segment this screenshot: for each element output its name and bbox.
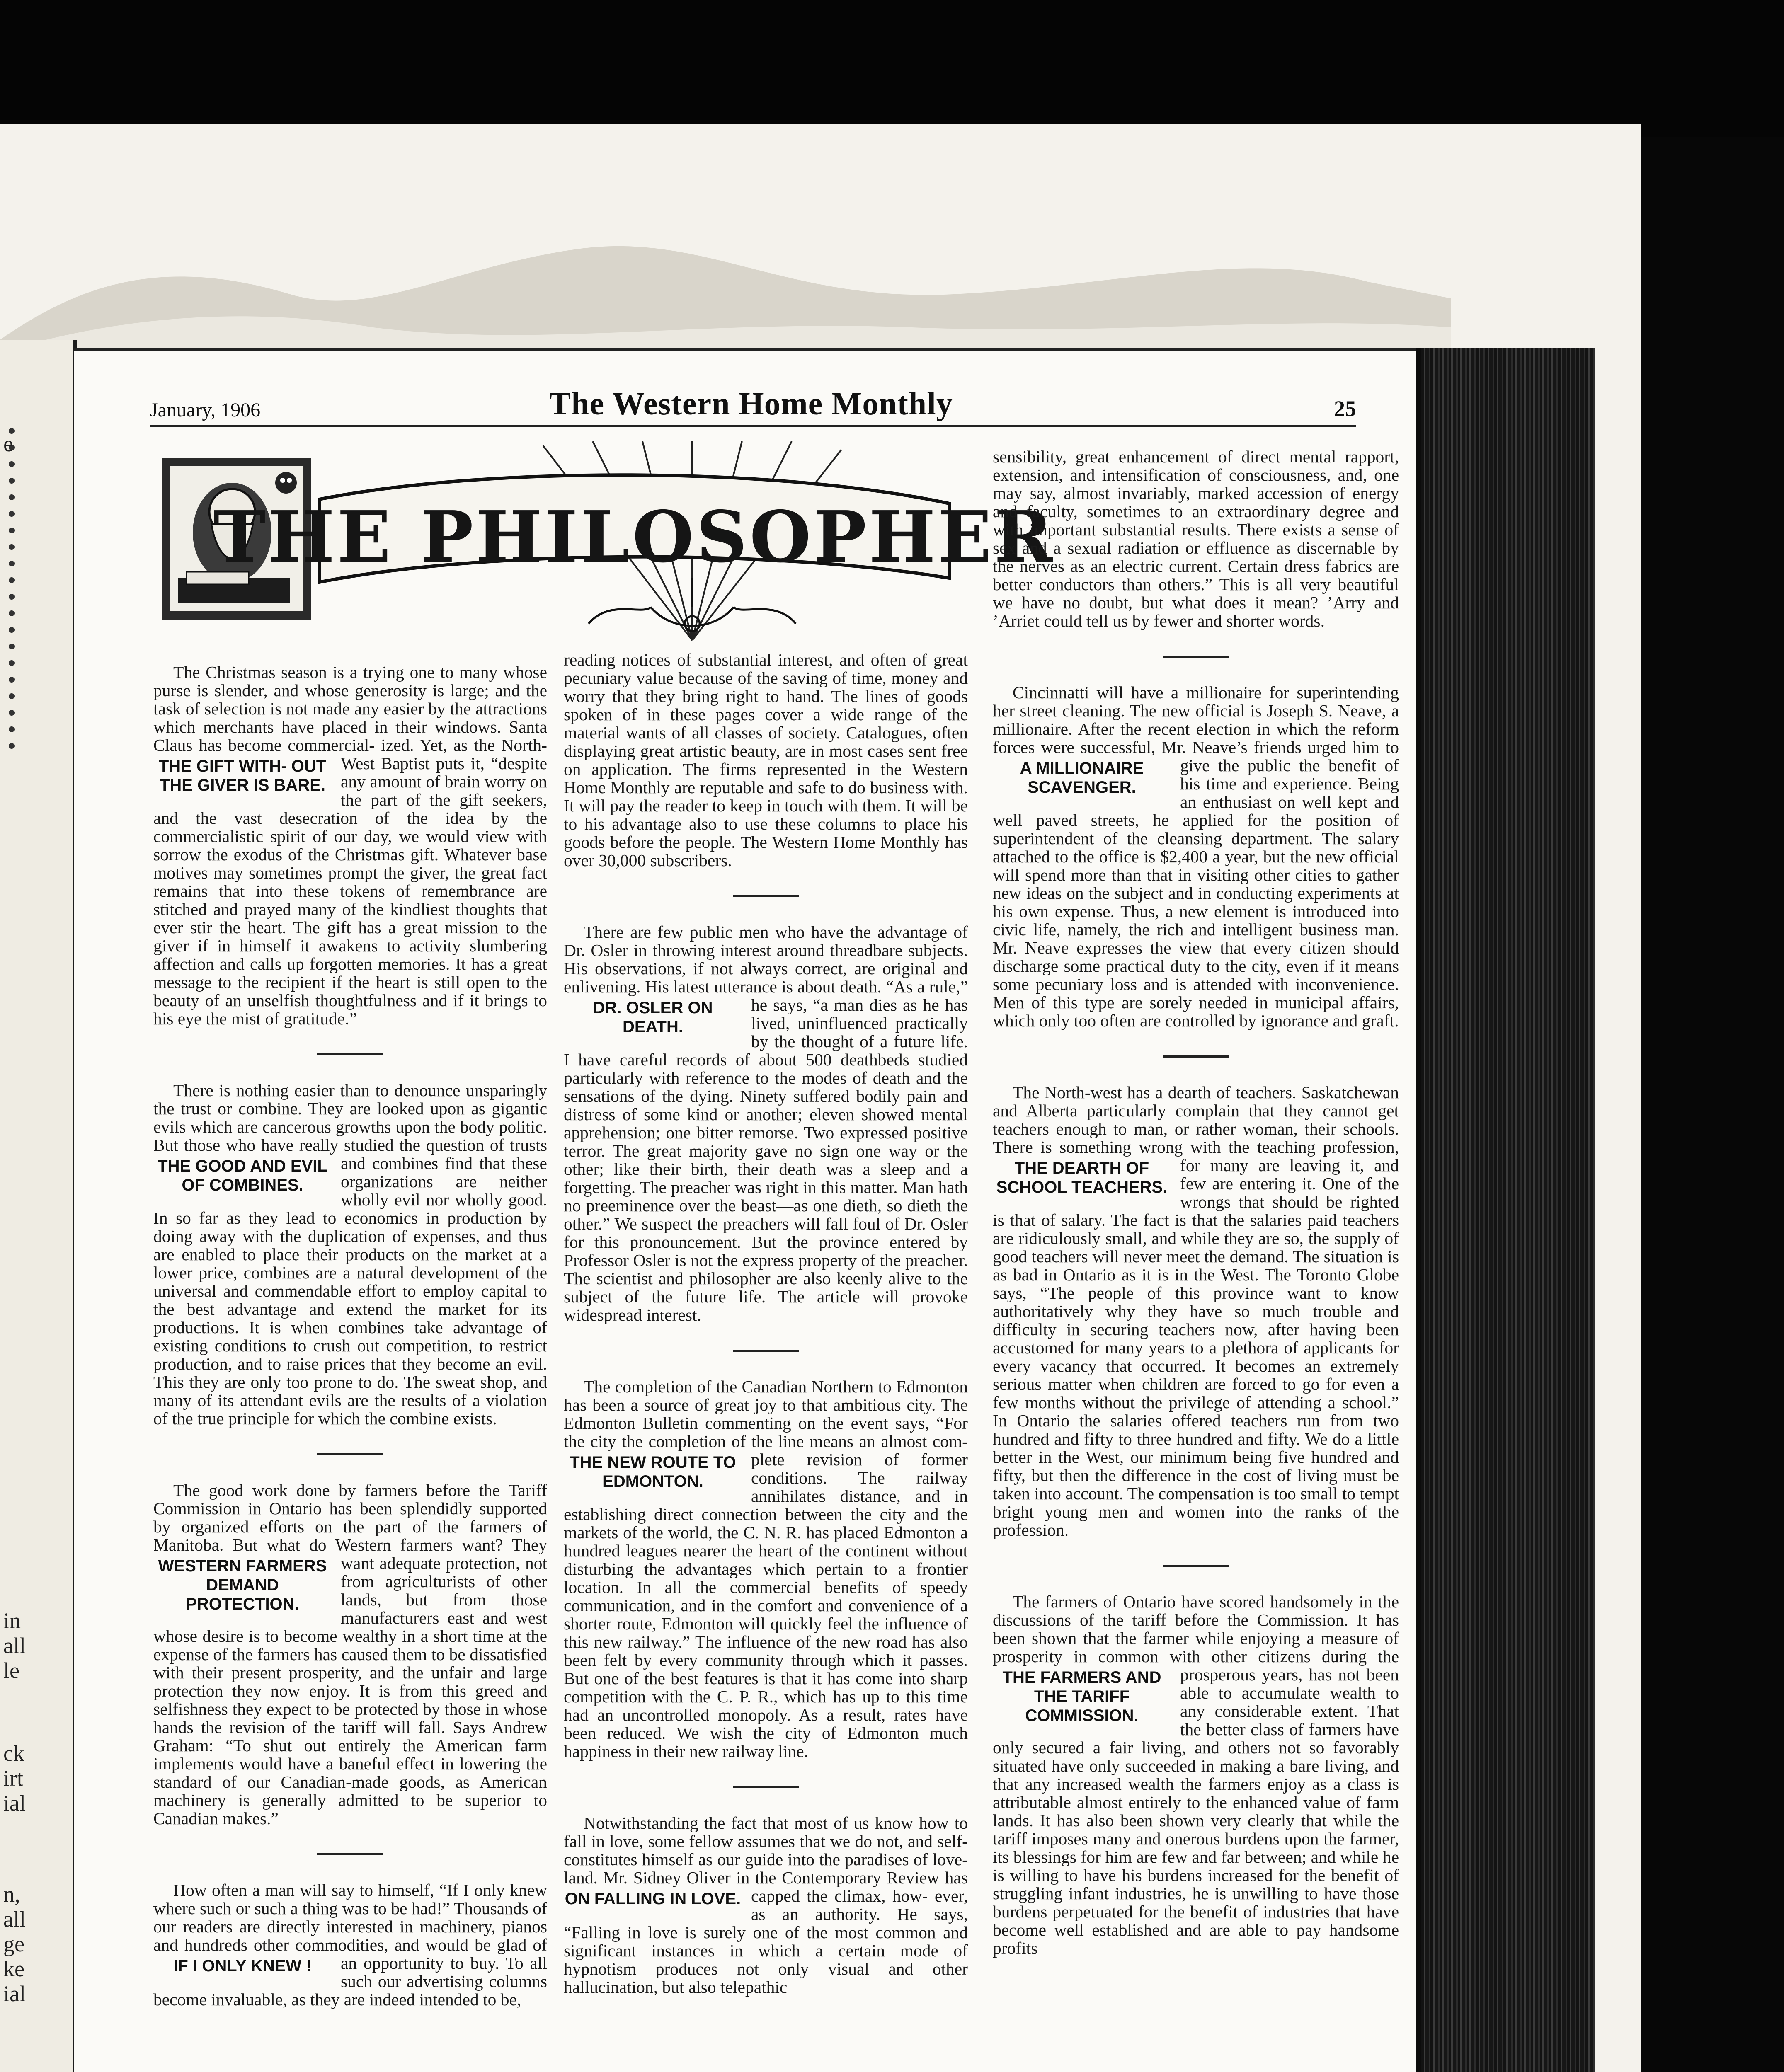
- article-text: The Christmas season is a trying one to many whose purse is slender, and whose generosity is large; and the task of selection is not made any easier by the attractions which merchants have placed in their windows. Santa Claus has become commercial-: [153, 663, 547, 755]
- left-fragment: all: [3, 1633, 26, 1658]
- article-heading: THE FARMERS AND THE TARIFF COMMISSION.: [1002, 1668, 1161, 1725]
- issue-date: January, 1906: [150, 399, 261, 421]
- article-text: it, and few are entering it. One of the wrongs that should be righted is that of salary. The fact is that the salaries paid teachers are ridiculously small, and while they are so, the supply of good teachers will never meet the demand. The situation is as bad in Ontario as it is in the West. The Toronto Globe says, “The people of this province want to know authoritatively why they have so much trouble and difficulty in securing teachers now, after having been accustomed for many years to a plethora of applicants for every vacancy that occurred. It becomes an extremely serious matter when children are forced to go for even a few months without the privilege of attending a school.” In Ontario the salaries offered teachers run from two hundred and fifty to three hundred and fifty. We do a little better in the West, our minimum being five hundred and fifty, but then the difference in the cost of living must be taken into account. The compensation is too small to tempt bright young men and women into the ranks of the profession.: [993, 1156, 1399, 1539]
- section-divider: [1163, 1565, 1229, 1567]
- article-heading: THE DEARTH OF SCHOOL TEACHERS.: [996, 1159, 1168, 1196]
- page-header: [150, 385, 1356, 427]
- column-2: [564, 651, 968, 1996]
- article-body: [153, 1081, 547, 1428]
- article: [564, 1377, 968, 1760]
- article-heading: ON FALLING IN LOVE.: [565, 1890, 741, 1908]
- left-fragment: irt: [3, 1766, 23, 1791]
- article-body: [564, 1814, 968, 1996]
- left-fragment: in: [3, 1608, 21, 1633]
- column-1: [153, 663, 547, 2009]
- article-text: The farmers of Ontario have scored handsomely in the discussions of the tariff before the Commission. It has been shown that the farmer while enjoying a measure of prosperity in common with other citizens during the prosperous years, has not: [993, 1592, 1399, 1684]
- section-divider: [317, 1453, 383, 1455]
- article-heading: WESTERN FARMERS DEMAND PROTECTION.: [158, 1557, 327, 1613]
- left-fragment: ge: [3, 1932, 24, 1956]
- page-number: 25: [1334, 396, 1356, 421]
- masthead: The Western Home Monthly: [549, 385, 953, 421]
- article: [564, 1814, 968, 1996]
- column-3: [993, 448, 1399, 1957]
- left-fragment: ial: [3, 1791, 26, 1815]
- article-body: [993, 448, 1399, 630]
- article: [153, 1881, 547, 2009]
- banner-illustration: [153, 441, 1055, 644]
- article-text: Cincinnatti will have a millionaire for superintending her street cleaning. The new official is Joseph S. Neave, a millionaire. After the recent election in which the reform forces were successful, Mr. Neave’s friends urged him to give the public the: [993, 683, 1399, 775]
- article-body: [564, 1377, 968, 1760]
- article-heading: DR. OSLER ON DEATH.: [593, 999, 713, 1036]
- article-text: There is nothing easier than to denounce unsparingly the trust or combine. They are looked upon as gigantic evils which are cancerous growths upon the body politic. But those who have really studied the question of trusts and combines find that: [153, 1081, 547, 1173]
- left-fragment: n,: [3, 1882, 20, 1907]
- philosopher-banner: [153, 441, 1055, 644]
- article-body: [993, 683, 1399, 1030]
- section-divider: [733, 1786, 799, 1788]
- article-text: The good work done by farmers before the Tariff Commission in Ontario has been splendidly supported by organized efforts on the part of the farmers of Manitoba. But what do Western farmers want? They want adequate protection, not: [153, 1481, 547, 1573]
- article-text: dies as he has lived, uninfluenced practically by the thought of a future life. I have careful records of about 500 deathbeds studied particularly with reference to the modes of death and the sensations of the dying. Ninety suffered bodily pain and distress of some kind or another; eleven showed mental apprehension; one bitter remorse. Two expressed positive terror. The great majority gave no sign one way or the other; like their birth, their death was a sleep and a forgetting. The preacher was right in this matter. Man hath no preeminence over the beast—as one dieth, so dieth the other.” We suspect the preachers will fall foul of Dr. Osler for this pronouncement. But the province entered by Professor Osler is not the express property of the preacher. The scientist and philosopher are also keenly alive to the subject of the future life. The article will provoke widespread interest.: [564, 995, 968, 1324]
- article-text: these organizations are neither wholly evil nor wholly good. In so far as they lead to economics in production by doing away with the duplication of expenses, and thus are enabled to place their products on the market at a lower price, combines are a natural development of the universal and commendable effort to employ capital to the best advantage and extend the market for its productions. It is when combines take advantage of existing conditions to crush out competition, to restrict production, and to raise prices that they become an evil. This they are only too prone to do. The sweat shop, and many of its attendant evils are the results of a violation of the true principle for which the combine exists.: [153, 1154, 547, 1428]
- left-page-edge: [0, 340, 77, 2072]
- article-text: ever, as an authority. He says, “Falling in love is surely one of the most common and significant instances in which a certain mode of hypnotism produces not only visual and other hallucination, but also telepathic: [564, 1886, 968, 1997]
- article-text: plete revision of former conditions. The railway annihilates distance, and in establishing direct connection between the city and the markets of the world, the C. N. R. has placed Edmonton a hundred leagues nearer the heart of the continent without disturbing the advantages which pertain to a frontier location. In all the commercial benefits of speedy communication, and in the comfort and convenience of a shorter route, Edmonton will quickly feel the influence of this new railway.” The influence of the new road has also been felt by every community through which it passes. But one of the best features is that it has come into sharp competition with the C. P. R., which has up to this time had an uncontrolled monopoly. As a result, rates have been reduced. We wish the city of Edmonton much happiness in their new railway line.: [564, 1450, 968, 1761]
- article-text: been able to accumulate wealth to any considerable extent. That the better class of farmers have only secured a fair living, and others not so favorably situated have only succeeded in making a bare living, and that any increased wealth the farmers enjoy as a class is attributable almost entirely to the enhanced value of farm lands. It has also been shown very clearly that while the tariff imposes many and onerous burdens upon the farmer, its blessings for him are few and far between; and while he is willing to have his burdens increased for the benefit of struggling infant industries, he is unwilling to have those burdens perpetuated for the benefit of industries that have become well established and are able to pay handsome profits: [993, 1665, 1399, 1958]
- article: [993, 1593, 1399, 1957]
- left-fragment: le: [3, 1658, 19, 1683]
- torn-edge: [0, 232, 1451, 356]
- left-fragment: ke: [3, 1956, 24, 1981]
- article-text: To all such our advertising columns become invaluable, as they are indeed intended to be,: [153, 1953, 547, 2009]
- article-body: [993, 1083, 1399, 1539]
- article: [993, 1083, 1399, 1539]
- article-heading: IF I ONLY KNEW !: [173, 1957, 312, 1975]
- article: [564, 923, 968, 1324]
- section-divider: [1163, 1055, 1229, 1058]
- article-body: [153, 1881, 547, 2009]
- left-fragment: all: [3, 1907, 26, 1932]
- left-fragment: e: [3, 431, 13, 456]
- article-heading: A MILLIONAIRE SCAVENGER.: [1020, 759, 1144, 796]
- article-text: from agriculturists of other lands, but from those manufacturers east and west whose desire is to become wealthy in a short time at the expense of the farmers has caused them to be dissatisfied with their present prosperity, and the unfair and large protection they now enjoy. It is from this greed and selfishness they expect to be protected by those in whose hands the revision of the tariff will fall. Says Andrew Graham: “To shut out entirely the American farm implements would have a baneful effect in lowering the standard of our Canadian-made goods, as American machinery is generally admitted to be superior to Canadian makes.”: [153, 1572, 547, 1828]
- article-text: How often a man will say to himself, “If I only knew where such or such a thing was to be had!” Thousands of our readers are directly interested in machinery, pianos and hundreds other commodities, and would be glad of an opportunity to buy.: [153, 1881, 547, 1973]
- article-body: [153, 663, 547, 1028]
- article-text: ized. Yet, as the North-West Baptist puts it, “despite any amount of brain worry on the part of the gift seekers, and the vast desecration of the idea by the commercialistic spirit of our day, we would view with sorrow the exodus of the Christmas gift. Whatever base motives may sometimes prompt the giver, the great fact remains that into these tokens of remembrance are stitched and prayed many of the kindliest thoughts that ever stir the heart. The gift has a great mission to the giver if in himself it awakens to activity slumbering affection and calls up forgotten memories. It has a great message to the recipient if the heart is still open to the beauty of an unselfish thoughtfulness and if it brings to his eye the mist of gratitude.”: [153, 736, 547, 1028]
- section-divider: [733, 1350, 799, 1352]
- article-text: reading notices of substantial interest, and often of great pecuniary value because of the saving of time, money and worry that they bring right to hand. The lines of goods spoken of in these pages cover a wide range of the material wants of all classes of society. Catalogues, often displaying great artistic beauty, are in most cases sent free on application. The firms represented in the Western Home Monthly are reputable and safe to do business with. It will pay the reader to keep in touch with them. It will be to his advantage also to use these columns to place his goods before the people. The Western Home Monthly has over 30,000 subscribers.: [564, 650, 968, 870]
- article: [153, 663, 547, 1028]
- article-text: Notwithstanding the fact that most of us know how to fall in love, some fellow assumes that we do not, and self-constitutes himself as our guide into the paradises of love-land. Mr. Sidney Oliver in the Contemporary Review has capped the climax, how-: [564, 1813, 968, 1905]
- book-spine-edge: [1416, 348, 1595, 2072]
- top-scan-border: [0, 0, 1784, 137]
- left-fragment: ck: [3, 1741, 24, 1766]
- article: [993, 448, 1399, 630]
- article-body: [993, 1593, 1399, 1957]
- article-heading: THE GIFT WITH- OUT THE GIVER IS BARE.: [158, 757, 327, 794]
- article: [153, 1081, 547, 1428]
- article-body: [153, 1481, 547, 1828]
- left-fragment: ial: [3, 1981, 26, 2006]
- article-text: sensibility, great enhancement of direct mental rapport, extension, and intensification of consciousness, and, one may say, almost invariably, marked accession of energy and faculty, sometimes to an extraordinary degree and with important substantial results. There exists a sense of sex and a sexual radiation or effluence as discernable by the nerves as an electric current. Certain dress fabrics are better conductors than others.” This is all very beautiful we have no doubt, but what does it mean? ’Arry and ’Arriet could tell us by fewer and shorter words.: [993, 447, 1399, 630]
- article-body: [564, 651, 968, 869]
- article-heading: THE GOOD AND EVIL OF COMBINES.: [158, 1157, 327, 1194]
- section-divider: [317, 1053, 383, 1055]
- article-heading: THE NEW ROUTE TO EDMONTON.: [570, 1453, 736, 1491]
- section-divider: [317, 1853, 383, 1855]
- article: [153, 1481, 547, 1828]
- article: [564, 651, 968, 869]
- article-text: The completion of the Canadian Northern to Edmonton has been a source of great joy to that ambitious city. The Edmonton Bulletin commenting on the event says, “For the city the completion of the line means an almost com-: [564, 1377, 968, 1451]
- article-text: There are few public men who have the advantage of Dr. Osler in throwing interest around threadbare subjects. His observations, if not always correct, are original and enlivening. His latest utterance is about death. “As a rule,” he says, “a man: [564, 922, 968, 1014]
- article-text: The North-west has a dearth of teachers. Saskatchewan and Alberta particularly complain that they cannot get teachers enough to man, or rather woman, their schools. There is something wrong with the teaching profession, for many are leaving: [993, 1083, 1399, 1175]
- article-text: benefit of his time and experience. Being an enthusiast on well kept and well paved streets, he applied for the position of superintendent of the cleansing department. The salary attached to the office is $2,400 a year, but the new official will spend more than that in visiting other cities to gather new ideas on the subject and in conducting experiments at his own expense. Thus, a new element is introduced into civic life, namely, the rich and intelligent business man. Mr. Neave expresses the view that every citizen should discharge some practical duty to the city, even if it means some pecuniary loss and is attended with inconvenience. Men of this type are sorely needed in municipal affairs, which only too often are controlled by ignorance and graft.: [993, 756, 1399, 1030]
- article-body: [564, 923, 968, 1324]
- article: [993, 683, 1399, 1030]
- section-divider: [733, 895, 799, 897]
- section-divider: [1163, 656, 1229, 658]
- banner-title: THE PHILOSOPHER: [213, 496, 1055, 579]
